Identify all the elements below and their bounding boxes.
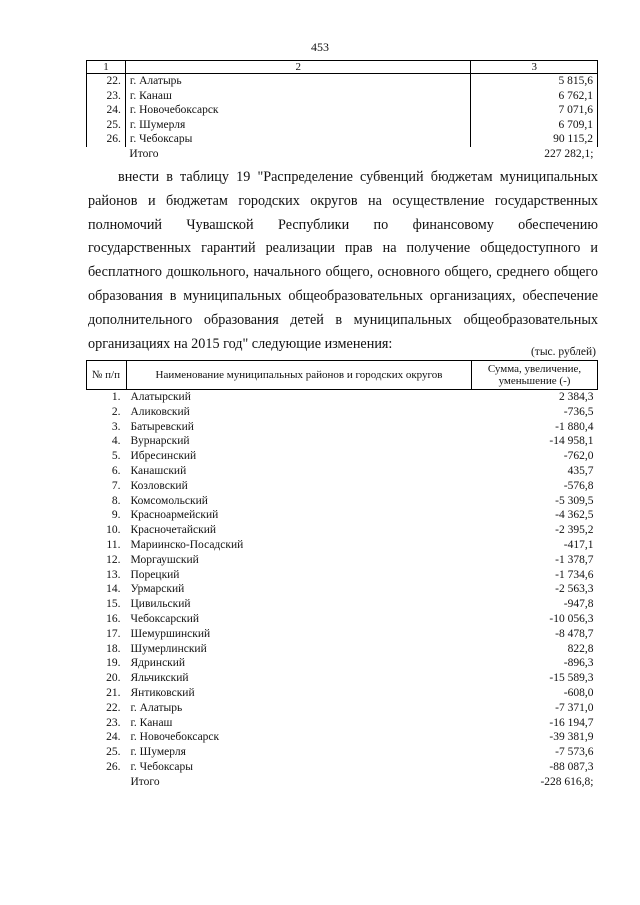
row-value: -15 589,3 bbox=[549, 672, 594, 685]
row-name: Красноармейский bbox=[130, 509, 219, 522]
table-row bbox=[87, 449, 598, 464]
row-number: 26. bbox=[87, 132, 126, 147]
row-name: Алатырский bbox=[130, 391, 191, 403]
row-number: 16. bbox=[106, 612, 121, 625]
row-value: -10 056,3 bbox=[549, 612, 594, 625]
row-value: -1 378,7 bbox=[555, 553, 594, 566]
row-number bbox=[87, 775, 127, 790]
table-row bbox=[87, 508, 598, 523]
row-value: -88 087,3 bbox=[549, 760, 594, 773]
table-row bbox=[87, 118, 598, 133]
table-row bbox=[87, 494, 598, 509]
row-number: 18. bbox=[106, 642, 121, 655]
row-number: 24. bbox=[87, 103, 126, 118]
row-name: Шемуршинский bbox=[130, 627, 211, 640]
row-value: -417,1 bbox=[563, 538, 594, 551]
row-number: 3. bbox=[111, 420, 121, 433]
table-row bbox=[87, 74, 598, 89]
table-row bbox=[87, 568, 598, 583]
row-number: 8. bbox=[111, 494, 121, 507]
table-row bbox=[87, 390, 598, 405]
row-name: г. Новочебоксарск bbox=[130, 731, 220, 744]
table-row bbox=[87, 420, 598, 435]
table-row bbox=[87, 553, 598, 568]
row-number: 6. bbox=[111, 464, 121, 477]
row-value: 435,7 bbox=[567, 464, 594, 477]
row-name: Яльчикский bbox=[130, 672, 189, 685]
table-row bbox=[87, 103, 598, 118]
table-row bbox=[87, 612, 598, 627]
row-name: Козловский bbox=[130, 479, 188, 492]
row-number: 17. bbox=[106, 627, 121, 640]
row-name: г. Канаш bbox=[125, 89, 471, 104]
row-number: 12. bbox=[106, 553, 121, 566]
row-name: Ибресинский bbox=[130, 450, 197, 463]
row-value: -762,0 bbox=[563, 450, 594, 463]
row-number: 1. bbox=[111, 391, 121, 403]
row-value: 6 762,1 bbox=[471, 89, 598, 104]
row-name: Батыревский bbox=[130, 420, 194, 433]
row-number: 21. bbox=[106, 686, 121, 699]
row-name: Шумерлинский bbox=[130, 642, 207, 655]
row-name: Комсомольский bbox=[130, 494, 208, 507]
row-value: -576,8 bbox=[563, 479, 594, 492]
table-row bbox=[87, 464, 598, 479]
table-row bbox=[87, 582, 598, 597]
row-number: 2. bbox=[111, 405, 121, 418]
row-name: Чебоксарский bbox=[130, 612, 200, 625]
row-value: 227 282,1; bbox=[544, 147, 594, 160]
row-value: 6 709,1 bbox=[471, 118, 598, 133]
row-number: 4. bbox=[111, 435, 121, 448]
header-name: Наименование муниципальных районов и городских округов bbox=[127, 361, 472, 390]
header-col-1: 1 bbox=[87, 61, 126, 74]
table-row bbox=[87, 434, 598, 449]
row-value: 2 384,3 bbox=[559, 391, 594, 403]
row-value: -39 381,9 bbox=[549, 731, 594, 744]
row-value: 90 115,2 bbox=[471, 132, 598, 147]
row-name: Моргаушский bbox=[130, 553, 199, 566]
table-row bbox=[87, 642, 598, 657]
row-name: г. Шумерля bbox=[125, 118, 471, 133]
row-name: Янтиковский bbox=[130, 686, 195, 699]
table-header-row bbox=[87, 61, 598, 74]
table-row bbox=[87, 627, 598, 642]
table-row bbox=[87, 730, 598, 745]
table-row bbox=[87, 701, 598, 716]
header-col-3: 3 bbox=[471, 61, 598, 74]
table-row bbox=[87, 538, 598, 553]
row-value: -947,8 bbox=[563, 598, 594, 611]
row-number: 23. bbox=[87, 89, 126, 104]
row-number: 24. bbox=[106, 731, 121, 744]
row-value: -228 616,8; bbox=[540, 775, 594, 788]
row-name: Порецкий bbox=[130, 568, 180, 581]
row-number: 23. bbox=[106, 716, 121, 729]
row-name: г. Чебоксары bbox=[125, 132, 471, 147]
table-row bbox=[87, 775, 598, 790]
unit-label: (тыс. рублей) bbox=[530, 346, 596, 358]
row-number: 5. bbox=[111, 450, 121, 463]
row-number: 14. bbox=[106, 583, 121, 596]
table-row bbox=[87, 405, 598, 420]
row-value: 5 815,6 bbox=[471, 74, 598, 89]
row-name: Красночетайский bbox=[130, 524, 217, 537]
table-row bbox=[87, 479, 598, 494]
subventions-table bbox=[86, 360, 598, 790]
table-header-row bbox=[87, 361, 598, 390]
row-value: 7 071,6 bbox=[471, 103, 598, 118]
row-value: -608,0 bbox=[563, 686, 594, 699]
row-name: Ядринский bbox=[130, 657, 186, 670]
row-name: г. Чебоксары bbox=[130, 760, 193, 773]
row-name: г. Алатырь bbox=[125, 74, 471, 89]
continuation-table bbox=[86, 60, 598, 161]
table-row bbox=[87, 716, 598, 731]
row-value: -2 395,2 bbox=[555, 524, 594, 537]
table-row bbox=[87, 132, 598, 147]
row-name: Итого bbox=[130, 775, 160, 788]
row-number: 9. bbox=[111, 509, 121, 522]
row-name: г. Канаш bbox=[130, 716, 173, 729]
row-value: 822,8 bbox=[567, 642, 594, 655]
table-row bbox=[87, 686, 598, 701]
row-name: г. Новочебоксарск bbox=[125, 103, 471, 118]
header-sum: Сумма, увеличение, уменьшение (-) bbox=[472, 361, 598, 390]
header-col-2: 2 bbox=[125, 61, 471, 74]
row-value: -14 958,1 bbox=[549, 435, 594, 448]
row-value: -5 309,5 bbox=[555, 494, 594, 507]
row-number: 25. bbox=[87, 118, 126, 133]
row-value: -1 880,4 bbox=[555, 420, 594, 433]
row-number: 25. bbox=[106, 746, 121, 759]
row-value: -896,3 bbox=[563, 657, 594, 670]
row-name: Мариинско-Посадский bbox=[130, 538, 244, 551]
table-row bbox=[87, 760, 598, 775]
row-name: Итого bbox=[129, 147, 159, 160]
row-value: -7 371,0 bbox=[555, 701, 594, 714]
row-value: -8 478,7 bbox=[555, 627, 594, 640]
row-name: Урмарский bbox=[130, 583, 185, 596]
row-name: Вурнарский bbox=[130, 435, 190, 448]
row-value: -16 194,7 bbox=[549, 716, 594, 729]
row-value: -7 573,6 bbox=[555, 746, 594, 759]
row-value: -4 362,5 bbox=[555, 509, 594, 522]
table-row bbox=[87, 147, 598, 162]
row-number: 11. bbox=[106, 538, 121, 551]
row-number: 13. bbox=[106, 568, 121, 581]
paragraph-text: внести в таблицу 19 "Распределение субвенций бюджетам муниципальных районов и бюджетам городских округов на осуществление государственных полномочий Чувашской Республики по финансовому обеспечению государственных гарантий реализации прав на получение общедоступного и бесплатного дошкольного, начального общего, основного общего, среднего общего образования в муниципальных общеобразовательных организациях, обеспечение дополнительного образования детей в муниципальных общеобразовательных организациях на 2015 год" следующие изменения: bbox=[88, 169, 598, 352]
table-row bbox=[87, 523, 598, 538]
row-number: 19. bbox=[106, 657, 121, 670]
row-number: 20. bbox=[106, 672, 121, 685]
row-name: г. Шумерля bbox=[130, 746, 186, 759]
row-number bbox=[87, 147, 126, 162]
row-number: 22. bbox=[87, 74, 126, 89]
row-value: -1 734,6 bbox=[555, 568, 594, 581]
header-number: № п/п bbox=[87, 361, 127, 390]
row-value: -2 563,3 bbox=[555, 583, 594, 596]
amendment-paragraph bbox=[88, 166, 598, 356]
row-name: Канашский bbox=[130, 464, 187, 477]
table-row bbox=[87, 89, 598, 104]
page-number: 453 bbox=[311, 40, 329, 54]
table-row bbox=[87, 671, 598, 686]
row-value: -736,5 bbox=[563, 405, 594, 418]
row-name: Аликовский bbox=[130, 405, 190, 418]
row-number: 22. bbox=[106, 701, 121, 714]
table-row bbox=[87, 656, 598, 671]
row-number: 15. bbox=[106, 598, 121, 611]
row-number: 10. bbox=[106, 524, 121, 537]
table-row bbox=[87, 745, 598, 760]
row-number: 26. bbox=[106, 760, 121, 773]
table-row bbox=[87, 597, 598, 612]
row-number: 7. bbox=[111, 479, 121, 492]
row-name: Цивильский bbox=[130, 598, 191, 611]
row-name: г. Алатырь bbox=[130, 701, 183, 714]
